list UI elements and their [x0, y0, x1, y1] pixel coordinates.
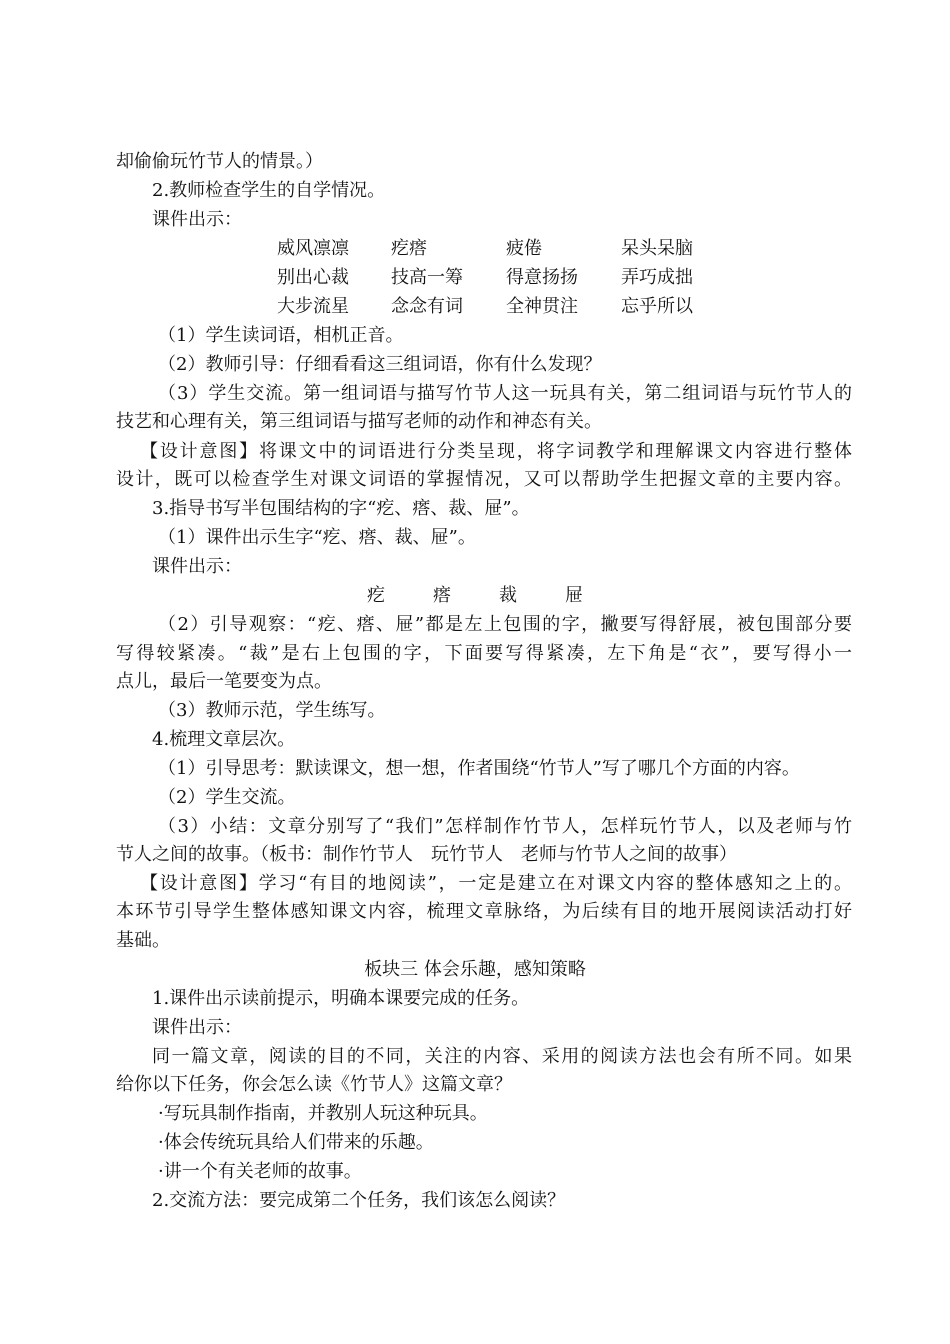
task-bullet-item: ·体会传统玩具给人们带来的乐趣。 [158, 1132, 434, 1153]
design-intent2-line3: 基础。 [116, 930, 170, 951]
reading-prompt-line1: 同一篇文章，阅读的目的不同，关注的内容、采用的阅读方法也会有所不同。如果 [152, 1046, 852, 1067]
design-intent-line1: 【设计意图】将课文中的词语进行分类呈现，将字词教学和理解课文内容进行整体 [140, 441, 852, 462]
step4-item3-line2: 节人之间的故事。（板书：制作竹节人 玩竹节人 老师与竹节人之间的故事） [116, 844, 737, 865]
vocab-word: 全神贯注 [506, 296, 578, 317]
practice-char: 疙 [367, 585, 385, 606]
section3-step2: 2.交流方法：要完成第二个任务，我们该怎么阅读？ [152, 1190, 566, 1211]
vocab-word: 得意扬扬 [506, 267, 578, 288]
practice-char: 屉 [565, 585, 583, 606]
courseware-label: 课件出示： [152, 209, 242, 230]
reading-prompt-line2: 给你以下任务，你会怎么读《竹节人》这篇文章？ [116, 1074, 512, 1095]
vocab-word: 弄巧成拙 [621, 267, 693, 288]
step3-title: 3.指导书写半包围结构的字“疙、瘩、裁、屉”。 [152, 498, 530, 519]
design-intent2-line2: 本环节引导学生整体感知课文内容，梳理文章脉络，为后续有目的地开展阅读活动打好 [116, 901, 852, 922]
step2-item2: （2）教师引导：仔细看看这三组词语，你有什么发现？ [158, 354, 602, 375]
vocab-word: 忘乎所以 [621, 296, 693, 317]
step2-item3-line2: 技艺和心理有关，第三组词语与描写老师的动作和神态有关。 [116, 411, 602, 432]
vocab-word: 疙瘩 [391, 238, 427, 259]
courseware-label: 课件出示： [152, 556, 242, 577]
step3-item1: （1）课件出示生字“疙、瘩、裁、屉”。 [158, 527, 476, 548]
vocab-word: 疲倦 [506, 238, 542, 259]
step3-item2-line2: 写得较紧凑。“裁”是右上包围的字，下面要写得紧凑，左下角是“衣”，要写得小一 [116, 643, 852, 664]
vocab-word: 念念有词 [391, 296, 463, 317]
intro-tail-text: 却偷偷玩竹节人的情景。） [116, 151, 323, 172]
vocab-word: 呆头呆脑 [621, 238, 693, 259]
step2-item3-line1: （3）学生交流。第一组词语与描写竹节人这一玩具有关，第二组词语与玩竹节人的 [158, 383, 852, 404]
bullet-dot-icon: · [158, 1161, 164, 1182]
step3-item2-line1: （2）引导观察：“疙、瘩、屉”都是左上包围的字，撇要写得舒展，被包围部分要 [158, 614, 852, 635]
step4-title: 4.梳理文章层次。 [152, 729, 296, 750]
design-intent-line2: 设计，既可以检查学生对课文词语的掌握情况，又可以帮助学生把握文章的主要内容。 [116, 469, 852, 490]
design-intent2-line1: 【设计意图】学习“有目的地阅读”，一定是建立在对课文内容的整体感知之上的。 [140, 873, 852, 894]
step4-item3-line1: （3）小结：文章分别写了“我们”怎样制作竹节人，怎样玩竹节人，以及老师与竹 [158, 816, 852, 837]
step2-title: 2.教师检查学生的自学情况。 [152, 180, 386, 201]
task-bullet-item: ·写玩具制作指南，并教别人玩这种玩具。 [158, 1103, 488, 1124]
practice-char: 瘩 [433, 585, 451, 606]
bullet-dot-icon: · [158, 1132, 164, 1153]
practice-characters [0, 584, 950, 608]
step4-item1: （1）引导思考：默读课文，想一想，作者围绕“竹节人”写了哪几个方面的内容。 [158, 758, 800, 779]
section3-heading: 板块三 体会乐趣，感知策略 [364, 959, 586, 980]
section3-step1: 1.课件出示读前提示，明确本课要完成的任务。 [152, 988, 530, 1009]
step3-item3: （3）教师示范，学生练写。 [158, 700, 386, 721]
bullet-dot-icon: · [158, 1103, 164, 1124]
task-bullet-item: ·讲一个有关老师的故事。 [158, 1161, 362, 1182]
practice-char: 裁 [499, 585, 517, 606]
step3-item2-line3: 点儿，最后一笔要变为点。 [116, 671, 332, 692]
vocab-word: 威风凛凛 [277, 238, 349, 259]
vocab-word: 大步流星 [277, 296, 349, 317]
courseware-label: 课件出示： [152, 1017, 242, 1038]
vocab-word: 别出心裁 [277, 267, 349, 288]
step4-item2: （2）学生交流。 [158, 787, 296, 808]
step2-item1: （1）学生读词语，相机正音。 [158, 325, 404, 346]
vocab-word: 技高一筹 [391, 267, 463, 288]
